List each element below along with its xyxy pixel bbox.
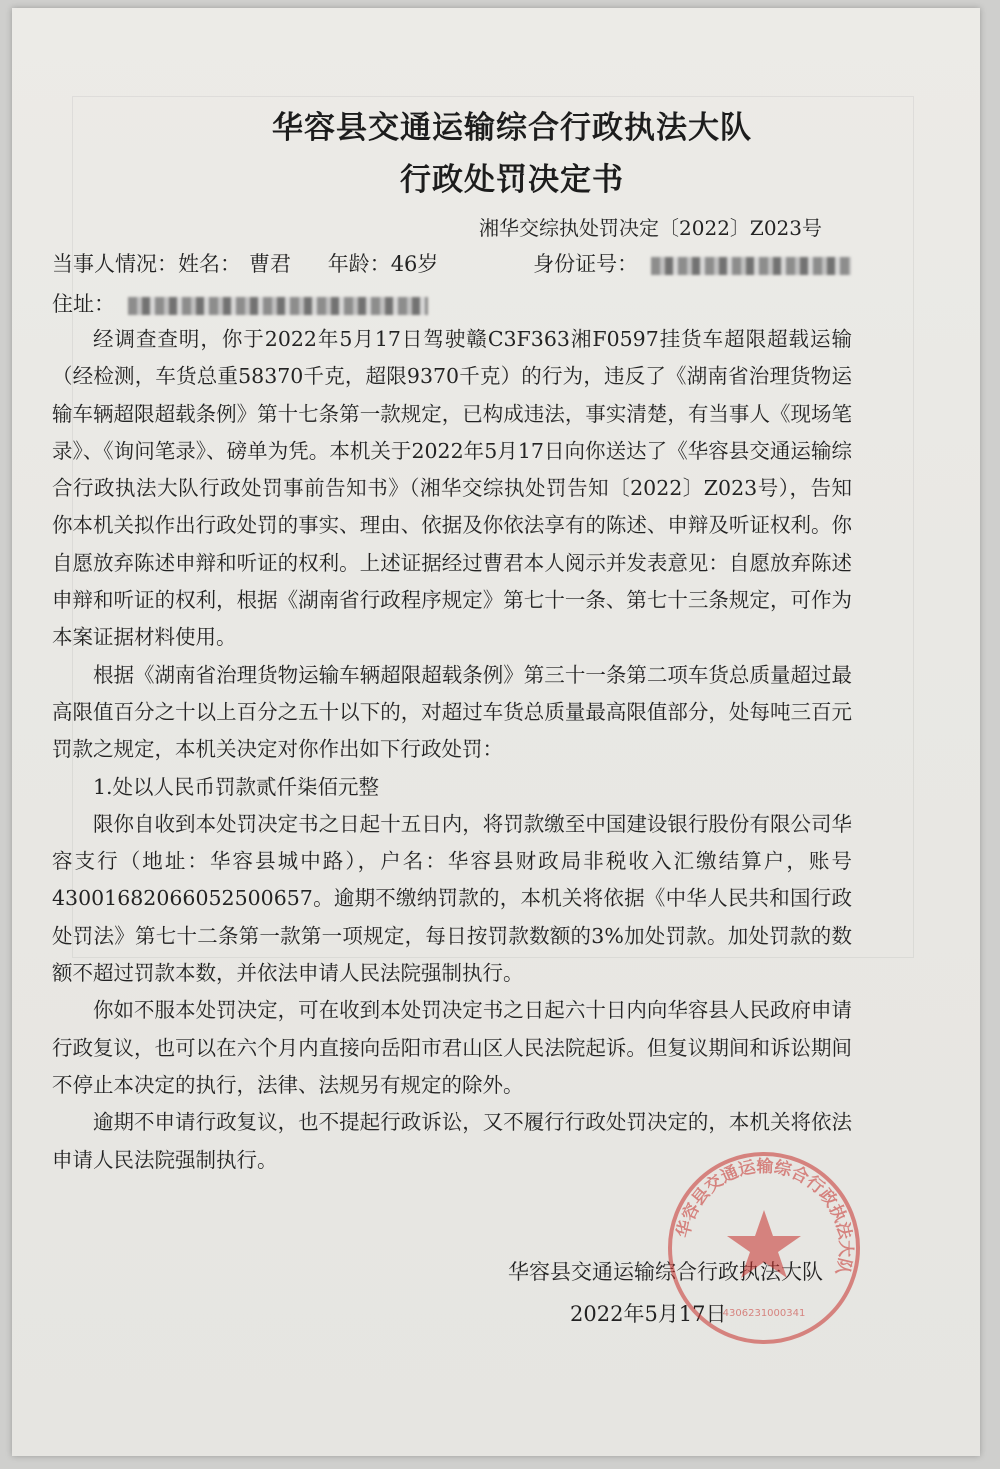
age-label: 年龄： [327,252,391,276]
signature-date: 2022年5月17日 [570,1302,727,1326]
paragraph-penalty: 1.处以人民币罚款贰仟柒佰元整 [93,774,380,799]
document-subtitle: 行政处罚决定书 [400,162,624,198]
name-label: 姓名： [178,252,241,276]
party-section-label: 当事人情况： [52,252,178,276]
document-number: 湘华交综执处罚决定〔2022〕Z023号 [479,216,822,240]
id-label: 身份证号： [533,252,639,276]
paragraph-payment: 限你自收到本处罚决定书之日起十五日内，将罚款缴至中国建设银行股份有限公司华容支行（地址：华容县城中路），户名：华容县财政局非税收入汇缴结算户，账号43001682066052500657。逾期不缴纳罚款的，本机关将依据《中华人民共和国行政处罚法》第七十二条第一款第一项规定，每日按罚款数额的3%加处罚款。加处罚款的数额不超过罚款本数，并依法申请人民法院强制执行。 [52,811,852,986]
document-page [12,8,980,1456]
paragraph-appeal: 你如不服本处罚决定，可在收到本处罚决定书之日起六十日内向华容县人民政府申请行政复议，也可以在六个月内直接向岳阳市君山区人民法院起诉。但复议期间和诉讼期间不停止本决定的执行，法律、法规另有规定的除外。 [52,998,852,1097]
party-age: 46岁 [390,252,439,276]
address-label: 住址： [52,292,115,316]
decision-body [52,321,852,1179]
address-line [52,288,428,318]
signature-org: 华容县交通运输综合行政执法大队 [508,1260,823,1284]
address-redacted [128,297,428,315]
paragraph-legal-basis: 根据《湖南省治理货物运输车辆超限超载条例》第三十一条第二项车货总质量超过最高限值百分之十以上百分之五十以下的，对超过车货总质量最高限值部分，处每吨三百元罚款之规定，本机关决定对你作出如下行政处罚： [52,662,852,762]
party-name: 曹君 [249,252,291,276]
official-seal-icon [664,1148,864,1348]
paragraph-enforcement: 逾期不申请行政复议，也不提起行政诉讼，又不履行行政处罚决定的，本机关将依法申请人民法院强制执行。 [52,1110,852,1172]
seal-text: 华容县交通运输综合行政执法大队 [673,1156,856,1278]
seal-number: 4306231000341 [722,1308,806,1319]
id-number-redacted [651,257,851,275]
paragraph-facts: 经调查查明，你于2022年5月17日驾驶赣C3F363湘F0597挂货车超限超载运输（经检测，车货总重58370千克，超限9370千克）的行为，违反了《湖南省治理货物运输车辆超限超载条例》第十七条第一款规定，已构成违法，事实清楚，有当事人《现场笔录》、《询问笔录》、磅单为凭。本机关于2022年5月17日向你送达了《华容县交通运输综合行政执法大队行政处罚事前告知书》（湘华交综执处罚告知〔2022〕Z023号），告知你本机关拟作出行政处罚的事实、理由、依据及你依法享有的陈述、申辩及听证权利。你自愿放弃陈述申辩和听证的权利。上述证据经过曹君本人阅示并发表意见：自愿放弃陈述申辩和听证的权利，根据《湖南省行政程序规定》第七十一条、第七十三条规定，可作为本案证据材料使用。 [52,327,852,650]
document-title: 华容县交通运输综合行政执法大队 [272,110,752,146]
party-info-line [52,248,851,278]
